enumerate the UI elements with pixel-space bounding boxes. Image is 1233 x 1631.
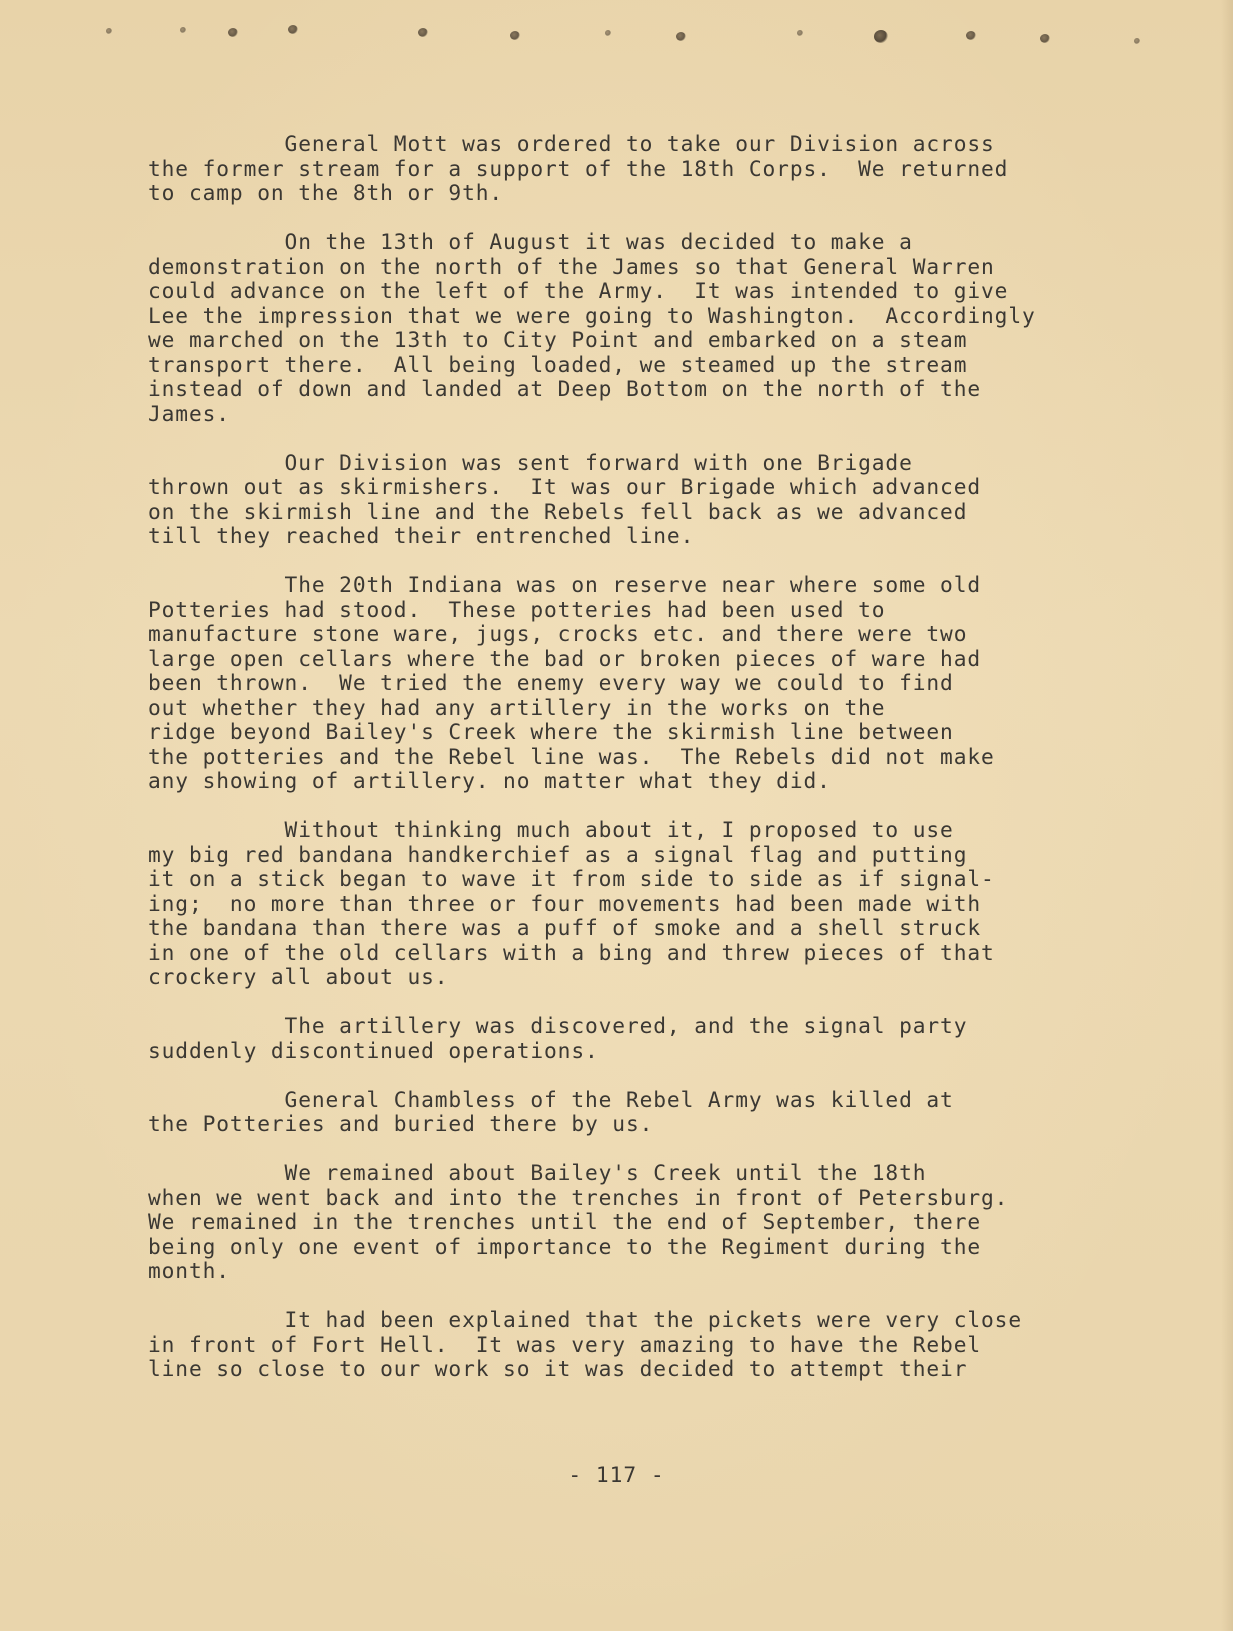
page-number: - 117 - bbox=[568, 1462, 665, 1487]
text-line: On the 13th of August it was decided to make a bbox=[148, 229, 913, 254]
text-line: The 20th Indiana was on reserve near where some old bbox=[148, 572, 982, 597]
text-line: James. bbox=[148, 400, 230, 426]
text-line: Our Division was sent forward with one Brigade bbox=[148, 449, 913, 475]
binding-hole bbox=[106, 28, 112, 34]
binding-hole bbox=[288, 25, 298, 34]
paragraph bbox=[148, 132, 1198, 206]
binding-hole bbox=[605, 30, 611, 36]
binding-hole bbox=[418, 28, 428, 37]
text-line: month. bbox=[148, 1258, 230, 1283]
text-line: crockery all about us. bbox=[148, 964, 449, 989]
binding-hole bbox=[510, 31, 520, 40]
binding-hole bbox=[874, 30, 888, 43]
binding-hole bbox=[1134, 38, 1140, 44]
text-line: thrown out as skirmishers. It was our Brigade which advanced bbox=[148, 474, 982, 499]
text-line: could advance on the left of the Army. It was intended to give bbox=[148, 278, 1009, 303]
text-line: till they reached their entrenched line. bbox=[148, 523, 695, 548]
text-line: it on a stick began to wave it from side to side as if signal- bbox=[148, 866, 995, 891]
text-line: we marched on the 13th to City Point and embarked on a steam bbox=[148, 327, 968, 352]
paragraph bbox=[148, 1161, 1198, 1284]
paragraph bbox=[148, 1014, 1198, 1063]
text-line: the potteries and the Rebel line was. The Rebels did not make bbox=[148, 743, 995, 769]
text-line: on the skirmish line and the Rebels fell back as we advanced bbox=[148, 498, 968, 524]
text-line: when we went back and into the trenches in front of Petersburg. bbox=[148, 1184, 1009, 1210]
text-line: large open cellars where the bad or broken pieces of ware had bbox=[148, 645, 982, 671]
text-line: out whether they had any artillery in the works on the bbox=[148, 694, 886, 720]
text-line: Without thinking much about it, I proposed to use bbox=[148, 817, 954, 842]
text-line: It had been explained that the pickets were very close bbox=[148, 1307, 1022, 1332]
text-line: ing; no more than three or four movements had been made with bbox=[148, 890, 982, 916]
text-line: Lee the impression that we were going to Washington. Accordingly bbox=[148, 302, 1036, 328]
binding-hole bbox=[797, 30, 803, 36]
text-line: demonstration on the north of the James so that General Warren bbox=[148, 253, 995, 279]
text-line: been thrown. We tried the enemy every way we could to find bbox=[148, 670, 954, 695]
paragraph bbox=[148, 230, 1198, 426]
paragraph bbox=[148, 573, 1198, 794]
text-line: my big red bandana handkerchief as a signal flag and putting bbox=[148, 841, 968, 867]
paragraph bbox=[148, 451, 1198, 549]
text-line: any showing of artillery. no matter what they did. bbox=[148, 768, 831, 793]
text-line: being only one event of importance to the Regiment during the bbox=[148, 1233, 982, 1259]
text-line: transport there. All being loaded, we steamed up the stream bbox=[148, 351, 968, 377]
paragraph bbox=[148, 1088, 1198, 1137]
text-line: in one of the old cellars with a bing and threw pieces of that bbox=[148, 939, 995, 965]
text-line: ridge beyond Bailey's Creek where the skirmish line between bbox=[148, 719, 954, 744]
text-line: manufacture stone ware, jugs, crocks etc. and there were two bbox=[148, 621, 968, 646]
typed-text-body bbox=[148, 132, 1198, 1406]
text-line: to camp on the 8th or 9th. bbox=[148, 180, 504, 205]
text-line: suddenly discontinued operations. bbox=[148, 1037, 599, 1063]
text-line: instead of down and landed at Deep Bottom on the north of the bbox=[148, 376, 982, 401]
binding-hole bbox=[676, 32, 686, 41]
text-line: General Mott was ordered to take our Division across bbox=[148, 131, 995, 156]
text-line: the former stream for a support of the 18th Corps. We returned bbox=[148, 155, 1009, 181]
text-line: We remained in the trenches until the end of September, there bbox=[148, 1209, 982, 1234]
text-line: General Chambless of the Rebel Army was killed at bbox=[148, 1086, 954, 1112]
text-line: the bandana than there was a puff of smoke and a shell struck bbox=[148, 915, 982, 940]
paragraph bbox=[148, 1308, 1198, 1382]
paragraph bbox=[148, 818, 1198, 990]
page-edge-shadow bbox=[1221, 0, 1233, 1631]
text-line: Potteries had stood. These potteries had been used to bbox=[148, 596, 886, 622]
text-line: the Potteries and buried there by us. bbox=[148, 1111, 654, 1136]
text-line: The artillery was discovered, and the signal party bbox=[148, 1013, 968, 1038]
text-line: We remained about Bailey's Creek until the 18th bbox=[148, 1160, 927, 1185]
binding-hole bbox=[1040, 34, 1050, 43]
binding-hole bbox=[180, 27, 186, 33]
binding-hole bbox=[228, 28, 238, 37]
text-line: in front of Fort Hell. It was very amazing to have the Rebel bbox=[148, 1331, 982, 1357]
text-line: line so close to our work so it was decided to attempt their bbox=[148, 1356, 968, 1381]
binding-hole bbox=[966, 31, 976, 40]
